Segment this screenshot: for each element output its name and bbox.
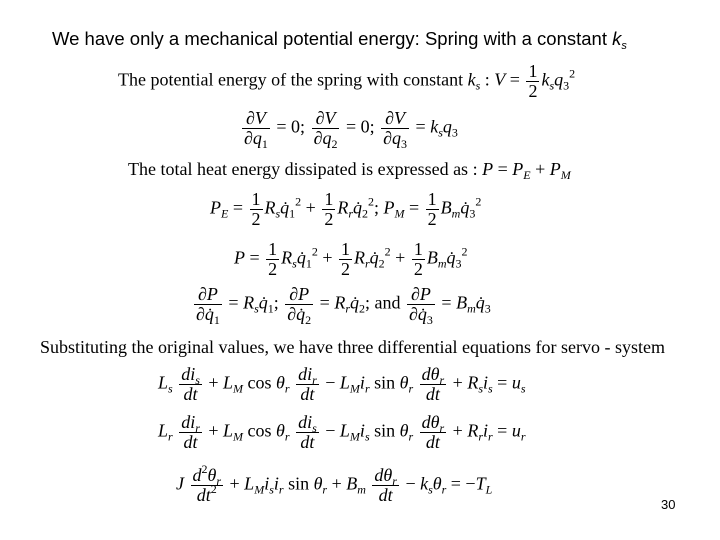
equation-diff-1: $L_s$ $di_s$ dt + $L_M$ $\cos \theta_r$ $di_r$ dt − $L_Mi_r$ $\sin \theta_r$ $d\theta_r$ dt + $R_si_s = u_s$ <box>158 364 526 404</box>
equation-substituting <box>40 338 665 356</box>
substituting-text: Substituting the original values, we have three differential equations for servo - system <box>40 337 666 357</box>
equation-potential-energy: The potential energy of the spring with constant $k_s$ : V = $\frac{1}{2}$ $k_sq_3^2$ <box>118 61 576 101</box>
equation-partial-p: $\frac{\partial P}{\partial q̇_1}$ = $R_sq̇_1$; $\frac{\partial P}{\partial q̇_2}$ = $R_rq̇_2$; and $\frac{\partial P}{\partial q̇_3}$ = $B_mq̇_3$ <box>196 284 491 327</box>
equation-total-p: P = $\frac{1}{2}$ $R_sq̇_1^2$ + $\frac{1}{2}$ $R_rq̇_2^2$ + $\frac{1}{2}$ $B_mq̇_3^2$ <box>234 239 468 279</box>
equation-partial-v: $\frac{\partial V}{\partial q_1}$ = 0; $\frac{\partial V}{\partial q_2}$ = 0; $\frac{\partial V}{\partial q_3}$ = $k_sq_3$ <box>244 108 458 151</box>
equation-pe-pm: $P_E$ = $\frac{1}{2}$ $R_sq̇_1^2$ + $\frac{1}{2}$ $R_rq̇_2^2$; $P_M$ = $\frac{1}{2}$ $B_mq̇_3^2$ <box>210 189 482 229</box>
equation-diff-2: $L_r$ $di_r$ dt + $L_M$ $\cos \theta_r$ $di_s$ dt − $L_Mi_s$ $\sin \theta_r$ $d\theta_r$ dt + $R_ri_r = u_r$ <box>158 412 526 452</box>
page-number: 30 <box>661 497 676 512</box>
equation-diff-3: J $\frac{d^2\theta_r}{dt^2}$ + $L_Mi_si_r$ $\sin \theta_r + B_m$ $d\theta_r$ dt − $k_s\theta_r = -T_L$ <box>176 462 493 505</box>
slide-heading: We have only a mechanical potential energy: Spring with a constant $k_s$ <box>52 28 627 52</box>
equation-heat-energy: The total heat energy dissipated is expressed as : $P = P_E + P_M$ <box>128 159 571 182</box>
heat-energy-text: The total heat energy dissipated is expressed as <box>128 159 469 179</box>
potential-energy-text: The potential energy of the spring with constant <box>118 69 464 90</box>
and-word: and <box>374 292 401 313</box>
spring-constant-symbol: $k_s$ <box>612 28 627 52</box>
